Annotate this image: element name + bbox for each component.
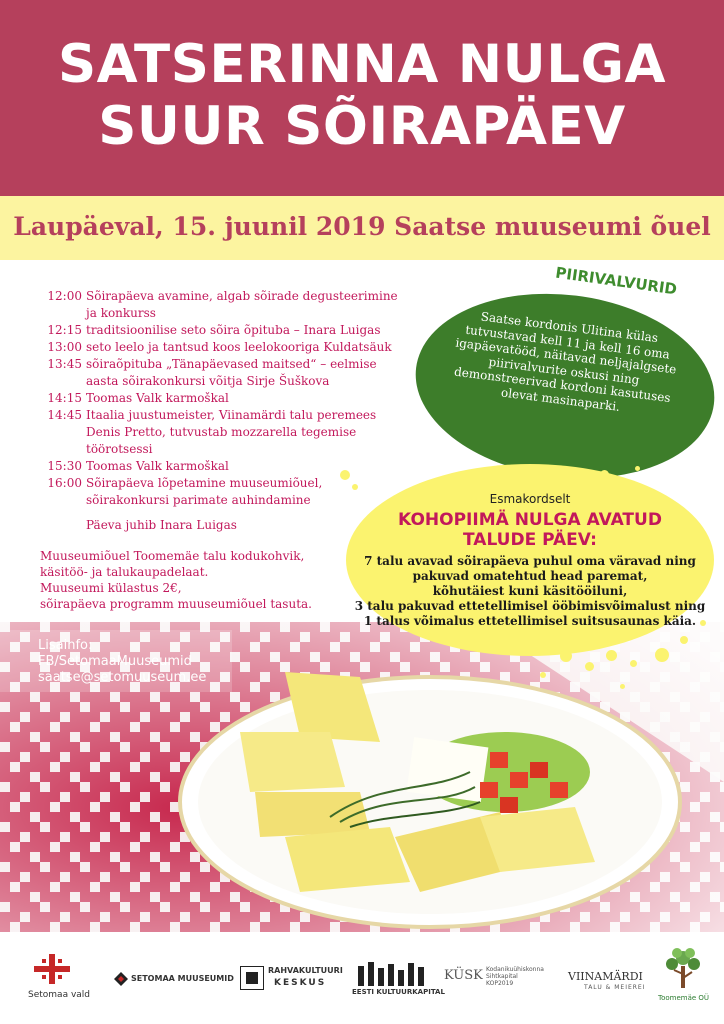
- footnote-line: Muuseumi külastus 2€,: [40, 581, 182, 595]
- rahvakultuuri-label-2: KESKUS: [274, 978, 327, 988]
- schedule-time: 13:00: [47, 340, 82, 354]
- decor-dot: [606, 650, 617, 661]
- decor-dot: [540, 672, 546, 678]
- email-link[interactable]: saatse@setomuuseum.ee: [38, 670, 207, 685]
- border-guard-title: PIIRIVALVURID: [554, 263, 679, 299]
- kultuurkapital-label: EESTI KULTUURKAPITAL: [352, 988, 445, 996]
- setomaa-muuseumid-label: SETOMAA MUUSEUMID: [131, 974, 234, 983]
- rahvakultuuri-label-1: RAHVAKULTUURI: [268, 966, 343, 975]
- farm-day-line: 3 talu pakuvad ettetellimisel ööbimisvõimalust ning: [354, 599, 706, 613]
- decor-dot: [585, 662, 594, 671]
- day-host: Päeva juhib Inara Luigas: [86, 518, 237, 532]
- schedule-text: seto leelo ja tantsud koos leelokooriga Kuldatsäuk: [86, 340, 392, 354]
- schedule-text: Toomas Valk karmoškal: [86, 459, 229, 473]
- farm-day-title: [346, 510, 714, 550]
- footnote-line: sõirapäeva programm muuseumiõuel tasuta.: [40, 597, 312, 611]
- schedule-time: 13:45: [47, 357, 82, 371]
- schedule-time: 15:30: [47, 459, 82, 473]
- setomaa-vald-label: Setomaa vald: [28, 990, 90, 1000]
- kusk-line: KOP2019: [486, 980, 514, 987]
- decor-dot: [620, 684, 625, 689]
- schedule-text: Toomas Valk karmoškal: [86, 391, 229, 405]
- footnote-line: käsitöö- ja talukaupadelaat.: [40, 565, 209, 579]
- schedule-text: sõiraõpituba „Tänapäevased maitsed“ – eelmise aasta sõirakonkursi võitja Sirje Šuškova: [86, 357, 377, 388]
- farm-day-line: kõhutäiest kuni käsitööiluni,: [432, 584, 628, 598]
- footnote: [40, 548, 360, 612]
- kusk-line: Sihtkapital: [486, 973, 518, 980]
- schedule-time: 12:15: [47, 323, 82, 337]
- kusk-description: [486, 966, 544, 987]
- title-line-1: SATSERINNA NULGA: [57, 34, 666, 95]
- schedule-text: Sõirapäeva avamine, algab sõirade degusteerimine ja konkurss: [86, 289, 398, 320]
- poster-title: [0, 34, 724, 158]
- decor-dot: [655, 648, 669, 662]
- farm-day-title-line: KOHOPIIMÄ NULGA AVATUD: [398, 510, 662, 530]
- decor-dot: [352, 484, 358, 490]
- contact-info: [38, 638, 206, 686]
- farm-day-line: 7 talu avavad sõirapäeva puhul oma väravad ning: [364, 554, 696, 568]
- kusk-line: Kodanikuühiskonna: [486, 966, 544, 973]
- viinamardi-sub: TALU & MEIEREI: [584, 984, 646, 991]
- contact-label: Lisainfo:: [38, 638, 93, 653]
- farm-day-title-line: TALUDE PÄEV:: [463, 530, 597, 550]
- schedule-time: 16:00: [47, 476, 82, 490]
- viinamardi-logo: VIINAMÄRDI: [568, 970, 643, 983]
- toomemae-tree-icon: [660, 946, 706, 992]
- rahvakultuuri-keskus-logo-icon: [240, 966, 264, 990]
- decor-dot: [680, 636, 688, 644]
- footnote-line: Muuseumiõuel Toomemäe talu kodukohvik,: [40, 549, 305, 563]
- schedule-time: 12:00: [47, 289, 82, 303]
- setomaa-vald-logo-icon: [34, 954, 70, 984]
- title-line-2: SUUR SÕIRAPÄEV: [98, 96, 626, 157]
- kusk-logo: KÜSK: [444, 968, 483, 983]
- farm-day-line: pakuvad omatehtud head paremat,: [412, 569, 648, 583]
- sponsor-bar: [0, 932, 724, 1024]
- farm-day-intro: Esmakordselt: [489, 492, 571, 506]
- decor-dot: [620, 478, 627, 485]
- decor-dot: [560, 650, 572, 662]
- setomaa-muuseumid-logo-icon: [114, 972, 128, 986]
- facebook-link[interactable]: FB/SetomaaMuuseumid: [38, 654, 192, 669]
- schedule-time: 14:15: [47, 391, 82, 405]
- schedule-time: 14:45: [47, 408, 82, 422]
- farm-day-body: [346, 554, 714, 629]
- toomemae-label: Toomemäe OÜ: [658, 994, 710, 1002]
- schedule-text: Itaalia juustumeister, Viinamärdi talu peremees Denis Pretto, tutvustab mozzarella tegemise töörotsessi: [86, 408, 377, 456]
- border-guard-text: Saatse kordonis Ulitina külas tutvustavad kell 11 ja kell 16 oma igapäevatööd, näitavad neljajalgsete piirivalvurite oskusi ning demonstreerivad kordoni kasutuses olevat masinaparki.: [453, 309, 678, 414]
- decor-dot: [600, 470, 609, 479]
- decor-dot: [630, 660, 637, 667]
- decor-dot: [340, 470, 350, 480]
- schedule-text: traditsioonilise seto sõira õpituba – Inara Luigas: [86, 323, 381, 337]
- schedule-text: Sõirapäeva lõpetamine muuseumiõuel, sõirakonkursi parimate auhindamine: [86, 476, 323, 507]
- farm-day-line: 1 talus võimalus ettetellimisel suitsusaunas käia.: [363, 614, 697, 628]
- decor-dot: [635, 466, 640, 471]
- kultuurkapital-logo-icon: [356, 960, 426, 986]
- event-date: Laupäeval, 15. juunil 2019 Saatse muuseumi õuel: [13, 212, 711, 241]
